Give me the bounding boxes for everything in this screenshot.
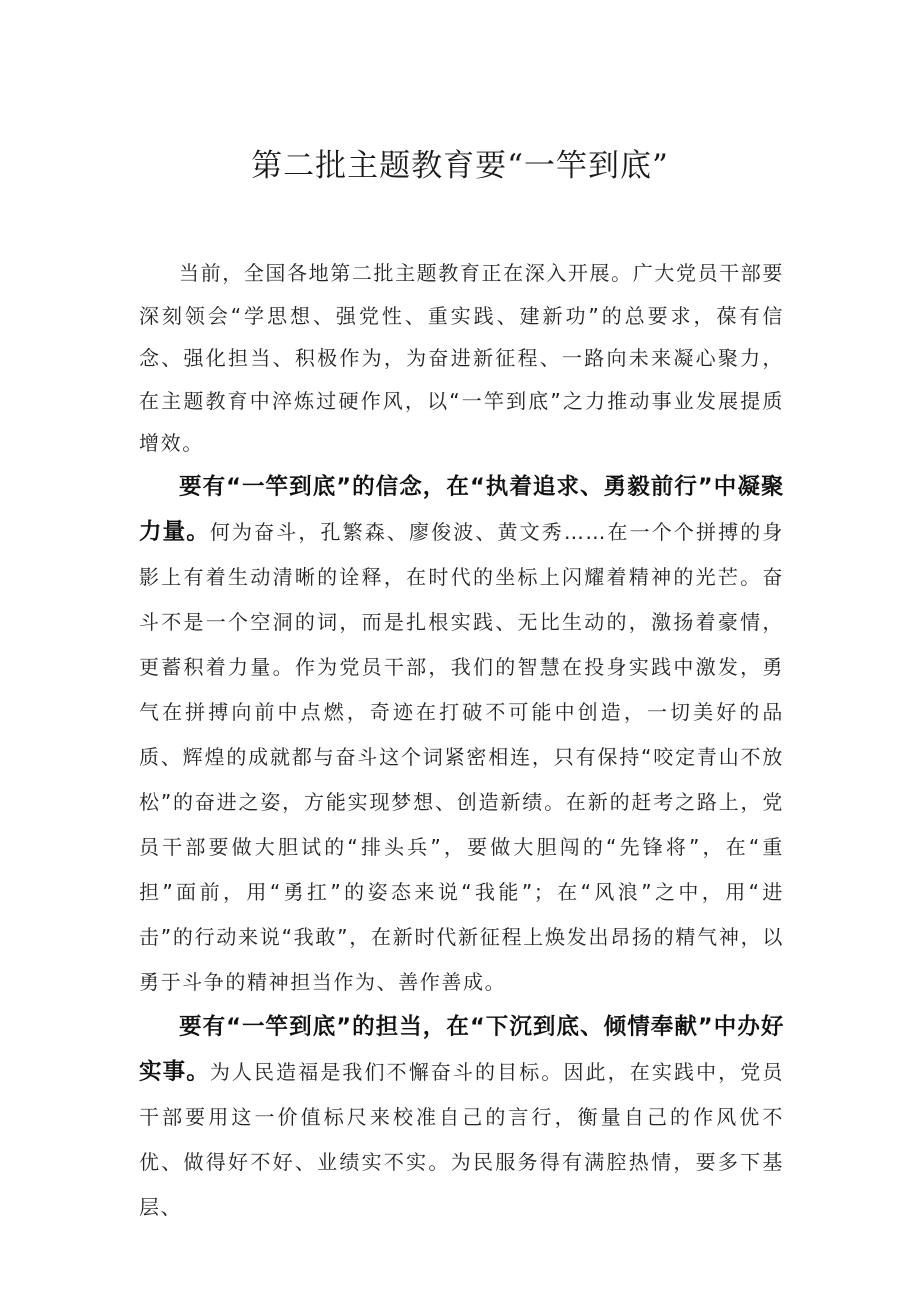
paragraph-text: 当前，全国各地第二批主题教育正在深入开展。广大党员干部要深刻领会“学思想、强党性、重实践、建新功”的总要求，葆有信念、强化担当、积极作为，为奋进新征程、一路向未来凝心聚力，在主题教育中淬炼过硬作风，以“一竿到底”之力推动事业发展提质增效。: [139, 261, 784, 455]
paragraph-text: 为人民造福是我们不懈奋斗的目标。因此，在实践中，党员干部要用这一价值标尺来校准自己的言行，衡量自己的作风优不优、做得好不好、业绩实不实。为民服务得有满腔热情，要多下基层、: [139, 1059, 784, 1219]
document-body: [139, 252, 784, 1230]
paragraph-text: 何为奋斗，孔繁森、廖俊波、黄文秀……在一个个拼搏的身影上有着生动清晰的诠释，在时代的坐标上闪耀着精神的光芒。奋斗不是一个空洞的词，而是扎根实践、无比生动的，激扬着豪情，更蓄积着力量。作为党员干部，我们的智慧在投身实践中激发，勇气在拼搏向前中点燃，奇迹在打破不可能中创造，一切美好的品质、辉煌的成就都与奋斗这个词紧密相连，只有保持“咬定青山不放松”的奋进之姿，方能实现梦想、创造新绩。在新的赶考之路上，党员干部要做大胆试的“排头兵”，要做大胆闯的“先锋将”，在“重担”面前，用“勇扛”的姿态来说“我能”；在“风浪”之中，用“进击”的行动来说“我敢”，在新时代新征程上焕发出昂扬的精气神，以勇于斗争的精神担当作为、善作善成。: [139, 519, 784, 994]
document-title: 第二批主题教育要“一竿到底”: [251, 148, 669, 184]
paragraph-belief: [139, 465, 784, 1005]
paragraph-intro: [139, 252, 784, 465]
paragraph-responsibility: [139, 1005, 784, 1230]
paragraph-heading: 要有“一竿到底”的信念，在“执着追求、勇毅前行”中凝聚力量。: [139, 473, 784, 545]
paragraph-heading: 要有“一竿到底”的担当，在“下沉到底、倾情奉献”中办好实事。: [139, 1013, 784, 1085]
